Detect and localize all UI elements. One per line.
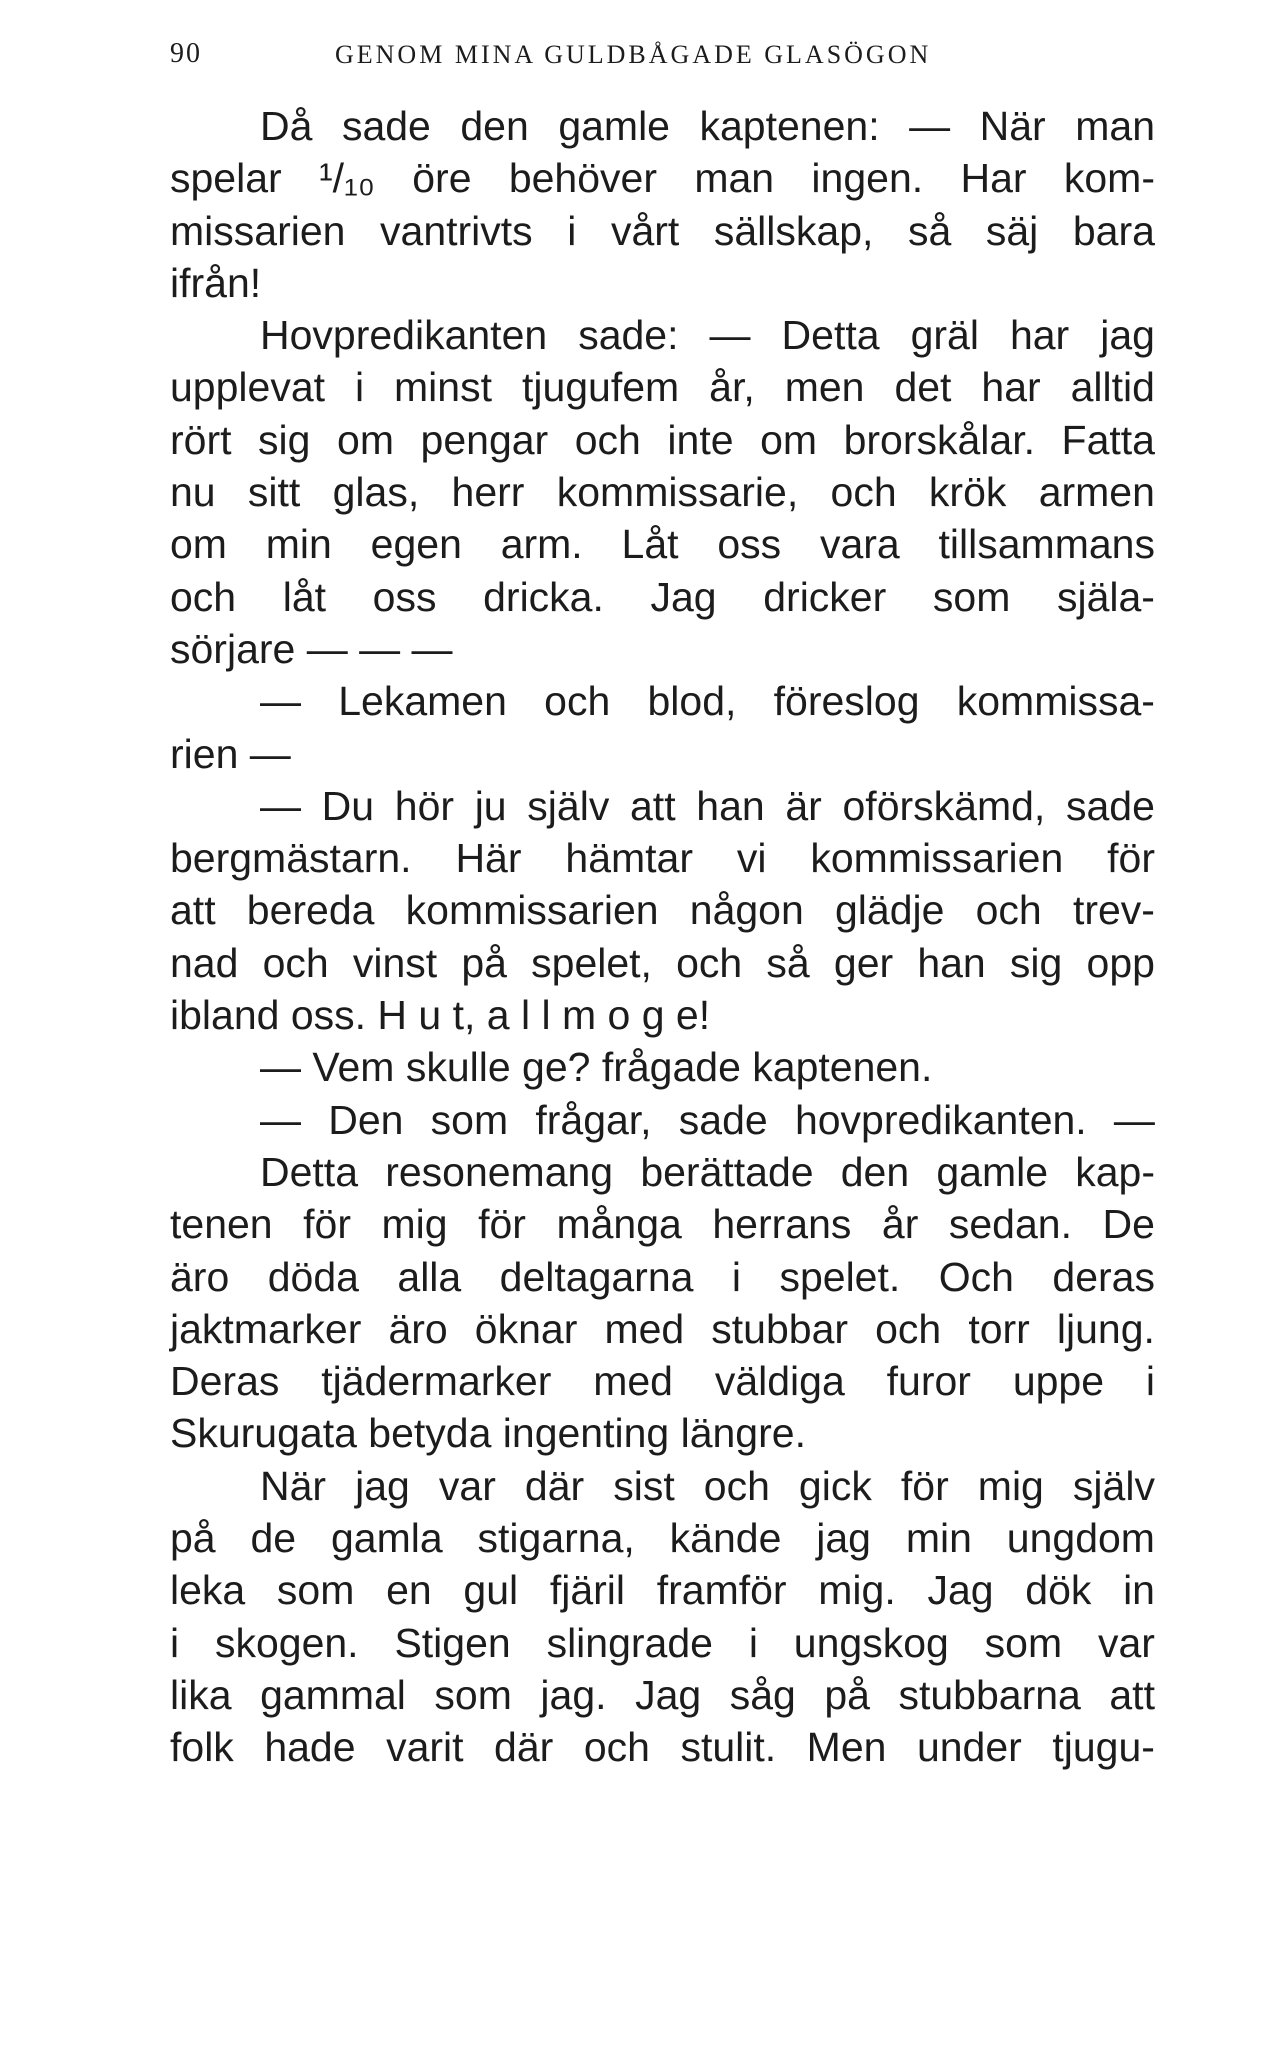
text-line: När jag var där sist och gick för mig själv bbox=[260, 1462, 1155, 1509]
text-line: leka som en gul fjäril framför mig. Jag dök in bbox=[170, 1567, 1155, 1614]
text-line: rien — bbox=[170, 730, 291, 777]
running-head bbox=[170, 38, 1170, 78]
text-line: nad och vinst på spelet, och så ger han sig opp bbox=[170, 939, 1155, 986]
text-line: — Den som frågar, sade hovpredikanten. — bbox=[260, 1096, 1155, 1143]
text-line: om min egen arm. Låt oss vara tillsammans bbox=[170, 521, 1155, 568]
running-title: GENOM MINA GULDBÅGADE GLASÖGON bbox=[335, 40, 932, 69]
text-line: äro döda alla deltagarna i spelet. Och deras bbox=[170, 1253, 1155, 1300]
text-line: sörjare — — — bbox=[170, 625, 453, 672]
text-line: upplevat i minst tjugufem år, men det har alltid bbox=[170, 364, 1155, 411]
text-line: ifrån! bbox=[170, 259, 262, 306]
text-line: och låt oss dricka. Jag dricker som själa- bbox=[170, 573, 1155, 620]
text-line: Då sade den gamle kaptenen: — När man bbox=[260, 103, 1155, 149]
text-line: Deras tjädermarker med väldiga furor uppe i bbox=[170, 1358, 1155, 1405]
text-line: bergmästarn. Här hämtar vi kommissarien för bbox=[170, 835, 1155, 882]
text-line: nu sitt glas, herr kommissarie, och krök armen bbox=[170, 469, 1155, 516]
text-line: folk hade varit där och stulit. Men under tjugu- bbox=[170, 1724, 1155, 1771]
text-line: Detta resonemang berättade den gamle kap- bbox=[260, 1148, 1155, 1195]
text-line: — Du hör ju själv att han är oförskämd, sade bbox=[260, 782, 1155, 829]
text-line: rört sig om pengar och inte om brorskålar. Fatta bbox=[170, 416, 1155, 463]
text-line: lika gammal som jag. Jag såg på stubbarna att bbox=[170, 1671, 1155, 1718]
text-line: i skogen. Stigen slingrade i ungskog som var bbox=[170, 1619, 1155, 1666]
text-line: ibland oss. H u t, a l l m o g e! bbox=[170, 992, 711, 1039]
text-line: jaktmarker äro öknar med stubbar och torr ljung. bbox=[170, 1305, 1155, 1352]
text-line: Hovpredikanten sade: — Detta gräl har jag bbox=[260, 312, 1155, 359]
page-number: 90 bbox=[170, 38, 202, 69]
text-line: på de gamla stigarna, kände jag min ungdom bbox=[170, 1515, 1155, 1562]
text-line: — Vem skulle ge? frågade kaptenen. bbox=[260, 1044, 933, 1091]
text-line: Skurugata betyda ingenting längre. bbox=[170, 1410, 806, 1457]
text-line: missarien vantrivts i vårt sällskap, så säj bara bbox=[170, 207, 1155, 254]
text-line: — Lekamen och blod, föreslog kommissa- bbox=[260, 678, 1155, 725]
text-line: tenen för mig för många herrans år sedan. De bbox=[170, 1201, 1155, 1248]
text-line: att bereda kommissarien någon glädje och trev- bbox=[170, 887, 1155, 934]
body-text bbox=[170, 100, 1155, 1774]
text-line: spelar ¹/₁₀ öre behöver man ingen. Har kom- bbox=[170, 155, 1155, 202]
